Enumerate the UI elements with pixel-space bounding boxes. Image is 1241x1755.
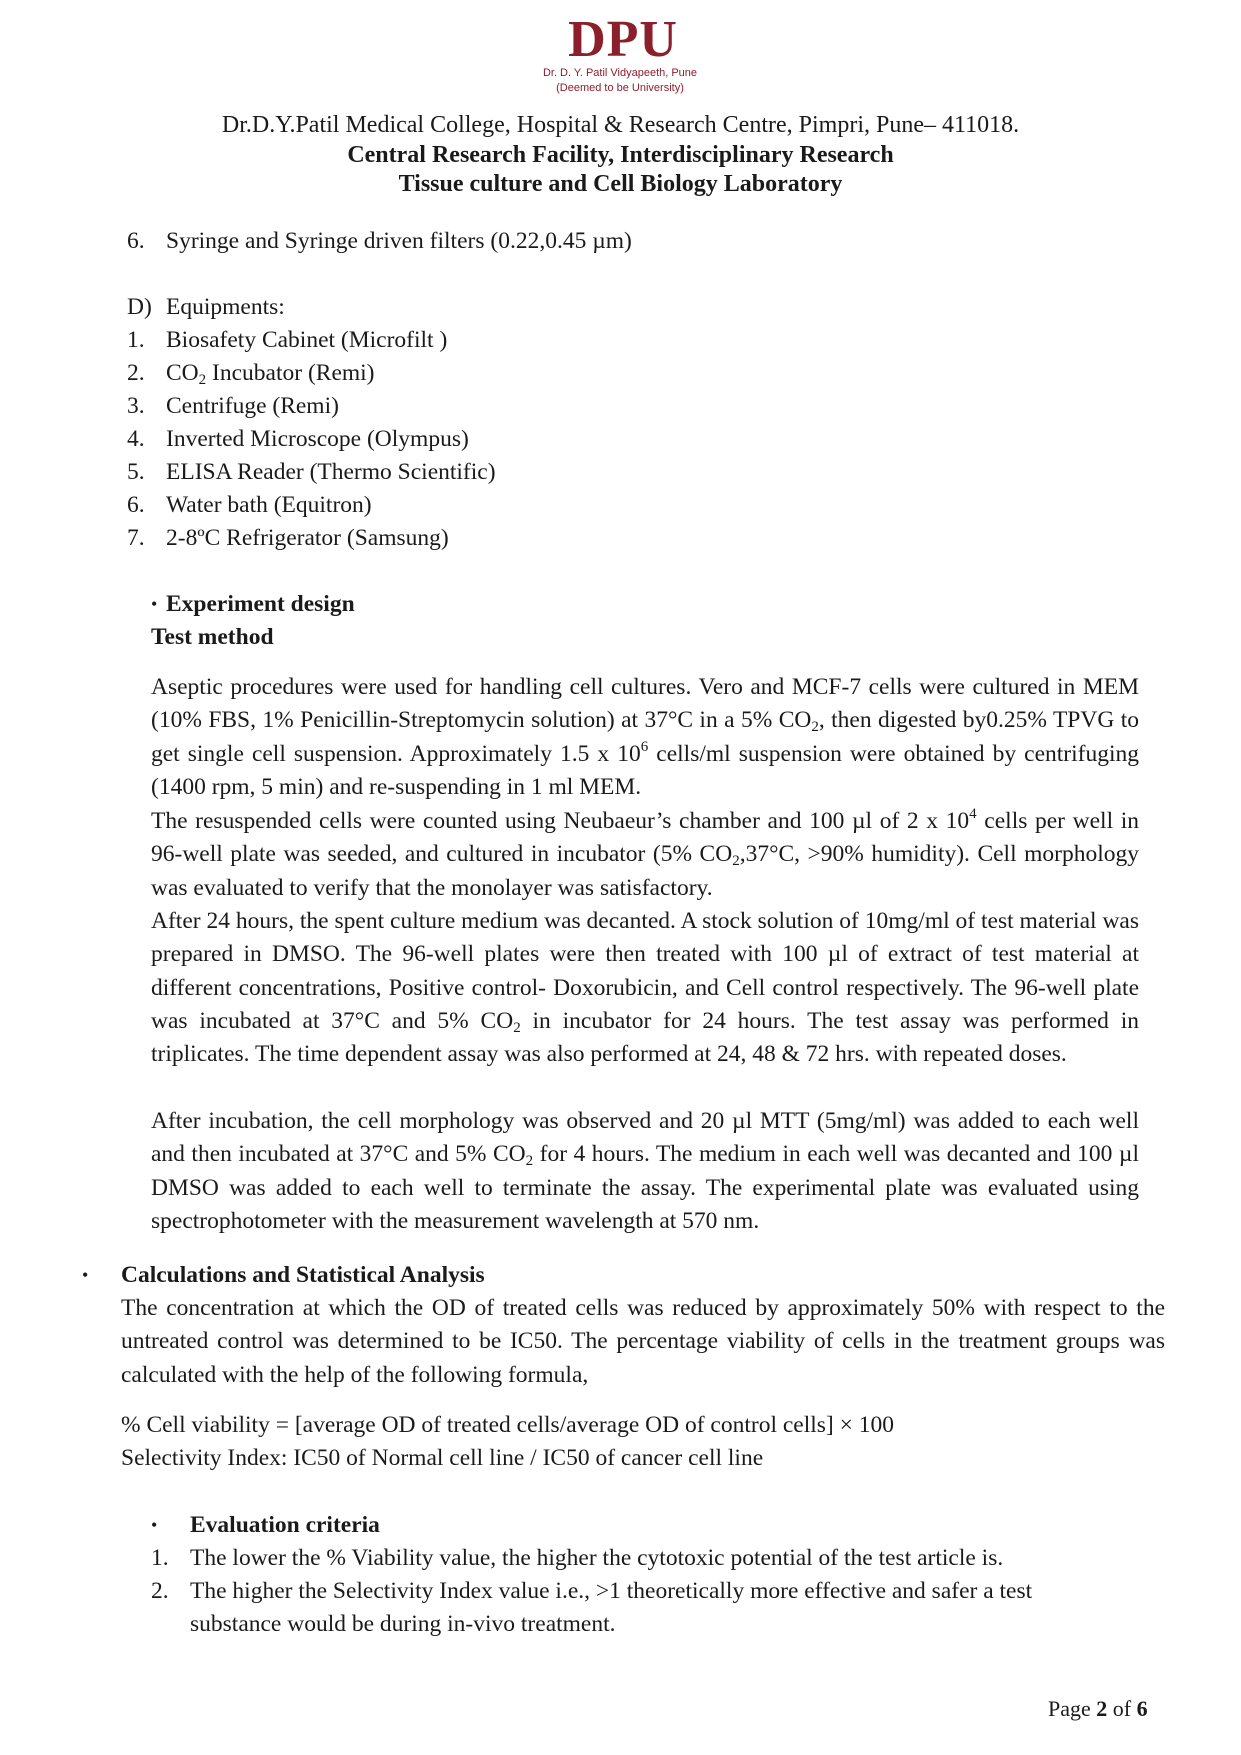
list-item-number: 5.: [127, 459, 145, 485]
logo-university-name: Dr. D. Y. Patil Vidyapeeth, Pune: [542, 67, 698, 79]
list-item-number: 1.: [151, 1545, 169, 1571]
paragraph-cell-culture: Aseptic procedures were used for handling cell cultures. Vero and MCF-7 cells were cultured in MEM (10% FBS, 1% Penicillin-Streptomycin solution) at 37°C in a 5% $CO_2$, then digested by0.25% TPVG to get single cell suspension. Approximately 1.5 x $10^6$ cells/ml suspension were obtained by centrifuging (1400 rpm, 5 min) and re-suspending in 1 ml MEM.: [151, 674, 1139, 800]
list-item: Centrifuge (Remi): [166, 393, 339, 419]
bullet-icon: •: [82, 1265, 89, 1285]
list-item-continuation: substance would be during in-vivo treatment.: [190, 1611, 616, 1637]
list-item: $CO_2$ Incubator (Remi): [166, 360, 375, 388]
equipments-heading: Equipments:: [166, 294, 285, 320]
calculations-heading: Calculations and Statistical Analysis: [121, 1262, 485, 1288]
paragraph-calculations: The concentration at which the OD of treated cells was reduced by approximately 50% with respect to the untreated control was determined to be IC50. The percentage viability of cells in the treatment groups was calculated with the help of the following formula,: [121, 1295, 1165, 1388]
list-item: Water bath (Equitron): [166, 492, 372, 518]
list-item-number: 2.: [151, 1578, 169, 1604]
test-method-heading: Test method: [151, 624, 274, 650]
logo-mark: DPU: [568, 11, 678, 68]
list-item: The lower the % Viability value, the higher the cytotoxic potential of the test article is.: [190, 1545, 1004, 1571]
list-item: Inverted Microscope (Olympus): [166, 426, 469, 452]
header-laboratory: Tissue culture and Cell Biology Laboratory: [398, 171, 843, 197]
list-item-number: 7.: [127, 525, 145, 551]
list-item-number: 3.: [127, 393, 145, 419]
paragraph-treatment: After 24 hours, the spent culture medium was decanted. A stock solution of 10mg/ml of test material was prepared in DMSO. The 96-well plates were then treated with 100 µl of extract of test material at different concentrations, Positive control- Doxorubicin, and Cell control respectively. The 96-well plate was incubated at 37°C and 5% $CO_2$ in incubator for 24 hours. The test assay was performed in triplicates. The time dependent assay was also performed at 24, 48 & 72 hrs. with repeated doses.: [151, 908, 1139, 1068]
list-item: 2-8ºC Refrigerator (Samsung): [166, 525, 449, 551]
paragraph-mtt-assay: After incubation, the cell morphology was observed and 20 µl MTT (5mg/ml) was added to each well and then incubated at 37°C and 5% $CO_2$ for 4 hours. The medium in each well was decanted and 100 µl DMSO was added to each well to terminate the assay. The experimental plate was evaluated using spectrophotometer with the measurement wavelength at 570 nm.: [151, 1108, 1139, 1234]
logo-deemed-note: (Deemed to be University): [556, 82, 684, 94]
evaluation-heading: Evaluation criteria: [190, 1512, 380, 1538]
list-item-number: 1.: [127, 327, 145, 353]
university-logo: [500, 11, 740, 100]
formula-selectivity-index: Selectivity Index: IC50 of Normal cell line / IC50 of cancer cell line: [121, 1445, 764, 1471]
formula-cell-viability: % Cell viability = [average OD of treated cells/average OD of control cells] × 100: [121, 1412, 894, 1438]
list-item: ELISA Reader (Thermo Scientific): [166, 459, 496, 485]
experiment-heading: Experiment design: [166, 591, 355, 617]
list-item-number: 6.: [127, 492, 145, 518]
page-number: Page 2 of 6: [1048, 1696, 1148, 1721]
list-item: Biosafety Cabinet (Microfilt ): [166, 327, 448, 353]
section-marker: D): [127, 294, 152, 320]
header-facility: Central Research Facility, Interdisciplinary Research: [347, 142, 894, 168]
bullet-icon: •: [151, 594, 158, 614]
list-item-number: 2.: [127, 360, 145, 386]
list-item-number: 4.: [127, 426, 145, 452]
list-item: The higher the Selectivity Index value i.e., >1 theoretically more effective and safer a test: [190, 1578, 1033, 1604]
header-institution: Dr.D.Y.Patil Medical College, Hospital & Research Centre, Pimpri, Pune– 411018.: [221, 112, 1020, 138]
material-item-number: 6.: [127, 228, 145, 254]
material-item-text: Syringe and Syringe driven filters (0.22,0.45 µm): [166, 228, 632, 254]
paragraph-seeding: The resuspended cells were counted using Neubaeur’s chamber and 100 µl of 2 x $10^4$ cells per well in 96-well plate was seeded, and cultured in incubator (5% $CO_2,37^\circ C$, >90% humidity). Cell morphology was evaluated to verify that the monolayer was satisfactory.: [151, 806, 1140, 901]
bullet-icon: •: [151, 1515, 158, 1535]
